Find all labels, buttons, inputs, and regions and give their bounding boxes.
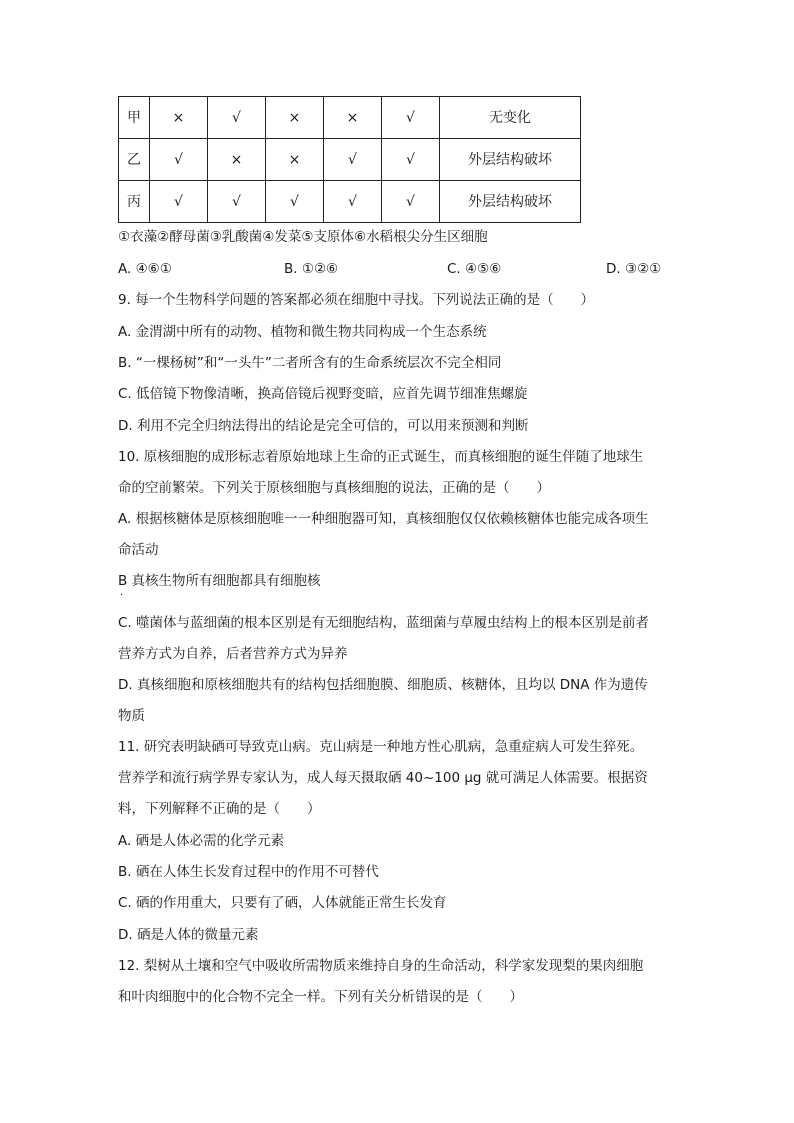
stray-dot: . [120, 587, 124, 598]
q10-option-c-line2: 营养方式为自养，后者营养方式为异养 [118, 646, 348, 662]
table-cell: √ [150, 139, 208, 181]
table-cell: √ [266, 181, 324, 223]
table-row [119, 97, 581, 139]
result-cell: 外层结构破坏 [440, 139, 581, 181]
experiment-table [118, 96, 581, 223]
q11-option-a: A. 硒是人体必需的化学元素 [118, 833, 285, 849]
table-row [119, 181, 581, 223]
q8-option-b: B. ①②⑥ [284, 261, 339, 277]
table-cell: √ [382, 139, 440, 181]
table-cell: √ [324, 139, 382, 181]
q9-option-d: D. 利用不完全归纳法得出的结论是完全可信的，可以用来预测和判断 [118, 418, 529, 434]
q10-option-d-line2: 物质 [118, 708, 145, 724]
q12-stem-line2: 和叶肉细胞中的化合物不完全一样。下列有关分析错误的是（ ） [118, 989, 523, 1005]
q10-option-b: B 真核生物所有细胞都具有细胞核 [118, 573, 321, 589]
q8-option-d: D. ③②① [606, 261, 662, 277]
row-label: 丙 [119, 181, 150, 223]
q12-stem-line1: 12. 梨树从土壤和空气中吸收所需物质来维持自身的生命活动，科学家发现梨的果肉细胞 [118, 958, 644, 974]
q11-option-b: B. 硒在人体生长发育过程中的作用不可替代 [118, 864, 379, 880]
q11-stem-line1: 11. 研究表明缺硒可导致克山病。克山病是一种地方性心肌病，急重症病人可发生猝死。 [118, 739, 644, 755]
result-cell: 外层结构破坏 [440, 181, 581, 223]
table-cell: √ [208, 181, 266, 223]
q10-option-c-line1: C. 噬菌体与蓝细菌的根本区别是有无细胞结构，蓝细菌与草履虫结构上的根本区别是前者 [118, 615, 650, 631]
table-cell: √ [324, 181, 382, 223]
q11-stem-line2: 营养学和流行病学界专家认为，成人每天摄取硒 40~100 μg 就可满足人体需要。根据资 [118, 770, 648, 786]
table-cell: × [266, 139, 324, 181]
table-cell: × [208, 139, 266, 181]
q10-stem-line2: 命的空前繁荣。下列关于原核细胞与真核细胞的说法，正确的是（ ） [118, 480, 550, 496]
table-cell: × [150, 97, 208, 139]
q10-option-a-line1: A. 根据核糖体是原核细胞唯一一种细胞器可知，真核细胞仅仅依赖核糖体也能完成各项生 [118, 511, 649, 527]
q9-stem: 9. 每一个生物科学问题的答案都必须在细胞中寻找。下列说法正确的是（ ） [118, 292, 595, 308]
q9-option-a: A. 金渭湖中所有的动物、植物和微生物共同构成一个生态系统 [118, 324, 487, 340]
result-cell: 无变化 [440, 97, 581, 139]
q10-option-d-line1: D. 真核细胞和原核细胞共有的结构包括细胞膜、细胞质、核糖体，且均以 DNA 作为遗传 [118, 677, 648, 693]
q11-option-c: C. 硒的作用重大，只要有了硒，人体就能正常生长发育 [118, 895, 447, 911]
table-cell: × [266, 97, 324, 139]
row-label: 甲 [119, 97, 150, 139]
q11-stem-line3: 料，下列解释不正确的是（ ） [118, 801, 321, 817]
table-row [119, 139, 581, 181]
q9-option-b: B. “一棵杨树”和“一头牛”二者所含有的生命系统层次不完全相同 [118, 355, 502, 371]
table-cell: √ [208, 97, 266, 139]
q11-option-d: D. 硒是人体的微量元素 [118, 927, 259, 943]
table-footnote: ①衣藻②酵母菌③乳酸菌④发菜⑤支原体⑥水稻根尖分生区细胞 [118, 229, 488, 245]
q9-option-c: C. 低倍镜下物像清晰，换高倍镜后视野变暗，应首先调节细准焦螺旋 [118, 386, 528, 402]
table-cell: × [324, 97, 382, 139]
q8-option-a: A. ④⑥① [118, 261, 172, 277]
table-cell: √ [150, 181, 208, 223]
q8-option-c: C. ④⑤⑥ [447, 261, 502, 277]
table-cell: √ [382, 181, 440, 223]
q10-option-a-line2: 命活动 [118, 542, 159, 558]
row-label: 乙 [119, 139, 150, 181]
table-cell: √ [382, 97, 440, 139]
q10-stem-line1: 10. 原核细胞的成形标志着原始地球上生命的正式诞生，而真核细胞的诞生伴随了地球生 [118, 449, 644, 465]
